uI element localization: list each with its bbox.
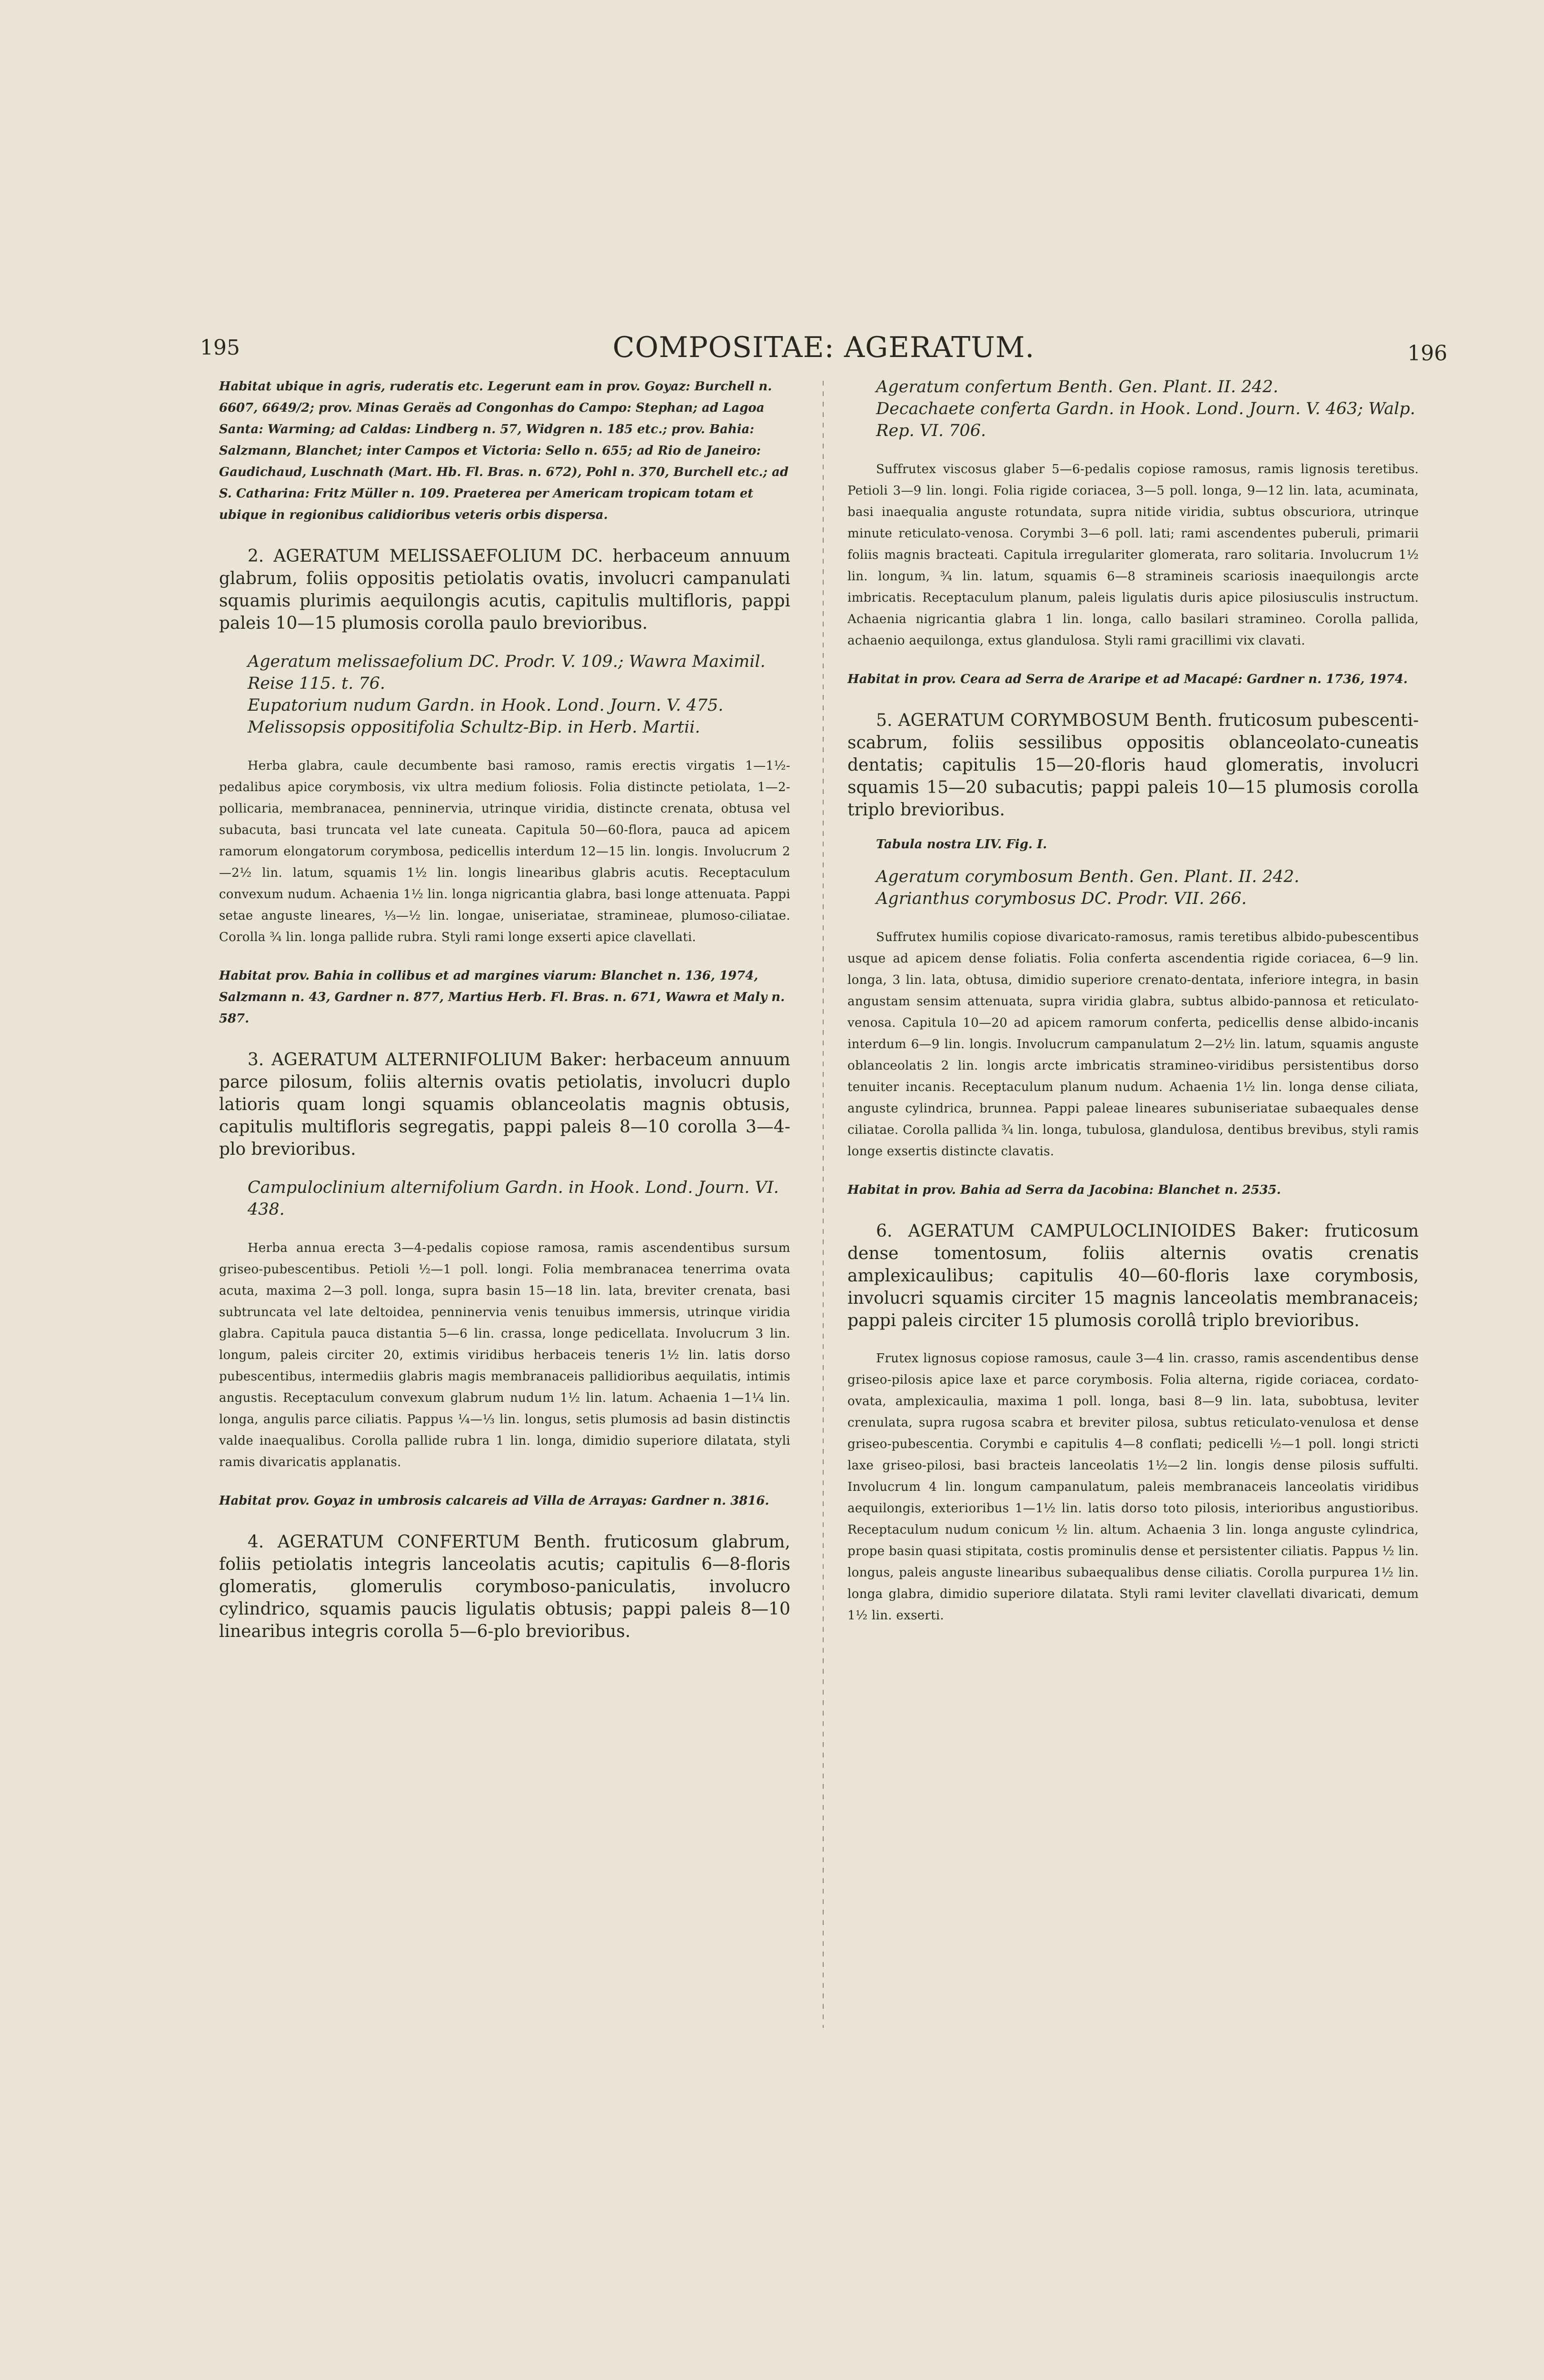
synonym-line: Ageratum melissaefolium DC. Prodr. V. 109.; Wawra Maximil. Reise 115. t. 76. <box>248 652 766 693</box>
habitat-paragraph: Habitat ubique in agris, ruderatis etc. Legerunt eam in prov. Goyaz: Burchell n. 6607, 6649/2; prov. Minas Geraës ad Congonhas do Campo: Stephan; ad Lagoa Santa: Warming; ad Caldas: Lindberg n. 57, Widgren n. 185 etc.; prov. Bahia: Salzmann, Blanchet; inter Campos et Victoria: Sello n. 655; ad Rio de Janeiro: Gaudichaud, Luschnath (Mart. Hb. Fl. Bras. n. 672), Pohl n. 370, Burchell etc.; ad S. Catharina: Fritz Müller n. 109. Praeterea per Americam tropicam totam et ubique in regionibus calidioribus veteris orbis dispersa. <box>219 379 789 522</box>
right-column <box>847 376 1419 1644</box>
habitat-paragraph: Habitat in prov. Ceara ad Serra de Araripe et ad Macapé: Gardner n. 1736, 1974. <box>847 672 1408 686</box>
synonym-line: Agrianthus corymbosus DC. Prodr. VII. 266. <box>876 889 1247 908</box>
column-divider <box>823 381 824 2028</box>
synonymy <box>219 1177 790 1220</box>
species-diagnosis: 4. AGERATUM CONFERTUM Benth. fruticosum glabrum, foliis petiolatis integris lanceolatis acutis; capitulis 6—8-floris glomeratis, glomerulis corymboso-paniculatis, involucro cylindrico, squamis paucis ligulatis obtusis; pappi paleis 8—10 linearibus integris corolla 5—6-plo brevioribus. <box>219 1532 790 1641</box>
synonymy <box>219 651 790 738</box>
synonym-line: Eupatorium nudum Gardn. in Hook. Lond. Journ. V. 475. <box>248 696 724 715</box>
species-description: Frutex lignosus copiose ramosus, caule 3—4 lin. crasso, ramis ascendentibus dense griseo-pilosis apice laxe et parce corymbosis. Folia alterna, rigide coriacea, cordato-ovata, amplexicaulia, maxima 1 poll. longa, basi 8—9 lin. lata, subobtusa, leviter crenulata, supra rugosa scabra et breviter pilosa, subtus reticulato-venulosa et dense griseo-pubescentia. Corymbi e capitulis 4—8 conflati; pedicelli ½—1 poll. longi stricti laxe griseo-pilosi, basi bracteis lanceolatis 1½—2 lin. longis dense pilosis suffulti. Involucrum 4 lin. longum campanulatum, paleis membranaceis lanceolatis viridibus aequilongis, exterioribus 1—1½ lin. latis dorso toto pilosis, interioribus angustioribus. Receptaculum nudum conicum ½ lin. altum. Achaenia 3 lin. longa anguste cylindrica, prope basin quasi stipitata, costis prominulis dense et persistenter ciliatis. Pappus ½ lin. longus, paleis anguste linearibus subaequalibus dense ciliatis. Corolla purpurea 1½ lin. longa glabra, dimidio superiore dilatata. Styli rami leviter clavellati divaricati, demum 1½ lin. exserti. <box>847 1351 1419 1623</box>
habitat-paragraph: Habitat in prov. Bahia ad Serra da Jacobina: Blanchet n. 2535. <box>847 1183 1281 1197</box>
running-head: COMPOSITAE: AGERATUM. <box>612 331 1035 364</box>
plate-reference: Tabula nostra LIV. Fig. I. <box>876 837 1047 852</box>
species-diagnosis: 2. AGERATUM MELISSAEFOLIUM DC. herbaceum annuum glabrum, foliis oppositis petiolatis ovatis, involucri campanulati squamis plurimis aequilongis acutis, capitulis multifloris, pappi paleis 10—15 plumosis corolla paulo brevioribus. <box>219 546 790 633</box>
species-diagnosis: 5. AGERATUM CORYMBOSUM Benth. fruticosum pubescenti-scabrum, foliis sessilibus oppositis oblanceolato-cuneatis dentatis; capitulis 15—20-floris haud glomeratis, involucri squamis 15—20 subacutis; pappi paleis 10—15 plumosis corolla triplo brevioribus. <box>847 711 1419 820</box>
species-diagnosis: 3. AGERATUM ALTERNIFOLIUM Baker: herbaceum annuum parce pilosum, foliis alternis ovatis petiolatis, involucri duplo latioris quam longi squamis oblanceolatis magnis obtusis, capitulis multifloris segregatis, pappi paleis 8—10 corolla 3—4-plo brevioribus. <box>219 1050 790 1159</box>
synonym-line: Ageratum corymbosum Benth. Gen. Plant. II. 242. <box>876 867 1300 886</box>
species-description: Suffrutex humilis copiose divaricato-ramosus, ramis teretibus albido-pubescentibus usque ad apicem dense foliatis. Folia conferta ascendentia rigide coriacea, 6—9 lin. longa, 3 lin. lata, obtusa, dimidio superiore crenato-dentata, inferiore integra, in basin angustam sensim attenuata, supra viridia glabra, subtus albido-pannosa et reticulato-venosa. Capitula 10—20 ad apicem ramorum conferta, pedicellis dense albido-incanis interdum 6—9 lin. longis. Involucrum campanulatum 2—2½ lin. latum, squamis anguste oblanceolatis 2 lin. longis arcte imbricatis stramineo-viridibus persistentibus dorso tenuiter incanis. Receptaculum planum nudum. Achaenia 1½ lin. longa dense ciliata, anguste cylindrica, brunnea. Pappi paleae lineares subuniseriatae subaequales dense ciliatae. Corolla pallida ¾ lin. longa, tubulosa, glandulosa, dentibus brevibus, styli ramis longe exsertis distincte clavatis. <box>847 930 1419 1159</box>
synonym-line: Ageratum confertum Benth. Gen. Plant. II. 242. <box>876 377 1279 397</box>
habitat-paragraph: Habitat prov. Goyaz in umbrosis calcareis ad Villa de Arrayas: Gardner n. 3816. <box>219 1494 769 1508</box>
synonym-line: Campuloclinium alternifolium Gardn. in Hook. Lond. Journ. VI. 438. <box>248 1178 779 1219</box>
habitat-paragraph: Habitat prov. Bahia in collibus et ad margines viarum: Blanchet n. 136, 1974, Salzmann n. 43, Gardner n. 877, Martius Herb. Fl. Bras. n. 671, Wawra et Maly n. 587. <box>219 969 785 1026</box>
synonym-line: Decachaete conferta Gardn. in Hook. Lond. Journ. V. 463; Walp. Rep. VI. 706. <box>876 399 1415 440</box>
species-diagnosis: 6. AGERATUM CAMPULOCLINIOIDES Baker: fruticosum dense tomentosum, foliis alternis ovatis crenatis amplexicaulibus; capitulis 40—60-floris laxe corymbosis, involucri squamis circiter 15 magnis lanceolatis membranaceis; pappi paleis circiter 15 plumosis corollâ triplo brevioribus. <box>847 1221 1419 1330</box>
synonym-line: Melissopsis oppositifolia Schultz-Bip. in Herb. Martii. <box>248 718 700 737</box>
page-header <box>200 331 1447 374</box>
species-description: Suffrutex viscosus glaber 5—6-pedalis copiose ramosus, ramis lignosis teretibus. Petioli 3—9 lin. longi. Folia rigide coriacea, 3—5 poll. longa, 9—12 lin. lata, acuminata, basi inaequalia anguste rotundata, supra nitide viridia, subtus obscuriora, utrinque minute reticulato-venosa. Corymbi 3—6 poll. lati; rami ascendentes puberuli, primarii foliis magnis bracteati. Capitula irregulariter glomerata, raro solitaria. Involucrum 1½ lin. longum, ¾ lin. latum, squamis 6—8 stramineis scariosis inaequilongis arcte imbricatis. Receptaculum planum, paleis ligulatis duris apice pilosiusculis instructum. Achaenia nigricantia glabra 1 lin. longa, callo basilari stramineo. Corolla pallida, achaenio aequilonga, extus glandulosa. Styli rami gracillimi vix clavati. <box>847 462 1419 648</box>
page-number-left: 195 <box>200 336 240 360</box>
species-description: Herba annua erecta 3—4-pedalis copiose ramosa, ramis ascendentibus sursum griseo-pubescentibus. Petioli ½—1 poll. longi. Folia membranacea tenerrima ovata acuta, maxima 2—3 poll. longa, supra basin 15—18 lin. lata, breviter crenata, basi subtruncata vel late deltoidea, penninervia venis tenuibus immersis, utrinque viridia glabra. Capitula pauca distantia 5—6 lin. crassa, longe pedicellata. Involucrum 3 lin. longum, paleis circiter 20, extimis viridibus herbaceis teneris 1½ lin. latis dorso pubescentibus, intermediis glabris magis membranaceis pallidioribus aequilatis, intimis angustis. Receptaculum convexum glabrum nudum 1½ lin. latum. Achaenia 1—1¼ lin. longa, angulis parce ciliatis. Pappus ¼—⅓ lin. longus, setis plumosis ad basin distinctis valde inaequalibus. Corolla pallide rubra 1 lin. longa, dimidio superiore dilatata, styli ramis divaricatis applanatis. <box>219 1241 790 1469</box>
left-column <box>219 376 790 1659</box>
synonymy <box>847 376 1419 442</box>
species-description: Herba glabra, caule decumbente basi ramoso, ramis erectis virgatis 1—1½-pedalibus apice corymbosis, vix ultra medium foliosis. Folia distincte petiolata, 1—2-pollicaria, membranacea, penninervia, utrinque viridia, distincte crenata, obtusa vel subacuta, basi truncata vel late cuneata. Capitula 50—60-flora, pauca ad apicem ramorum elongatorum corymbosa, pedicellis interdum 12—15 lin. longis. Involucrum 2—2½ lin. latum, squamis 1½ lin. longis linearibus glabris acutis. Receptaculum convexum nudum. Achaenia 1½ lin. longa nigricantia glabra, basi longe attenuata. Pappi setae anguste lineares, ⅓—½ lin. longae, uniseriatae, stramineae, plumoso-ciliatae. Corolla ¾ lin. longa pallide rubra. Styli rami longe exserti apice clavellati. <box>219 759 790 944</box>
page-number-right: 196 <box>1407 341 1447 366</box>
synonymy <box>847 866 1419 910</box>
